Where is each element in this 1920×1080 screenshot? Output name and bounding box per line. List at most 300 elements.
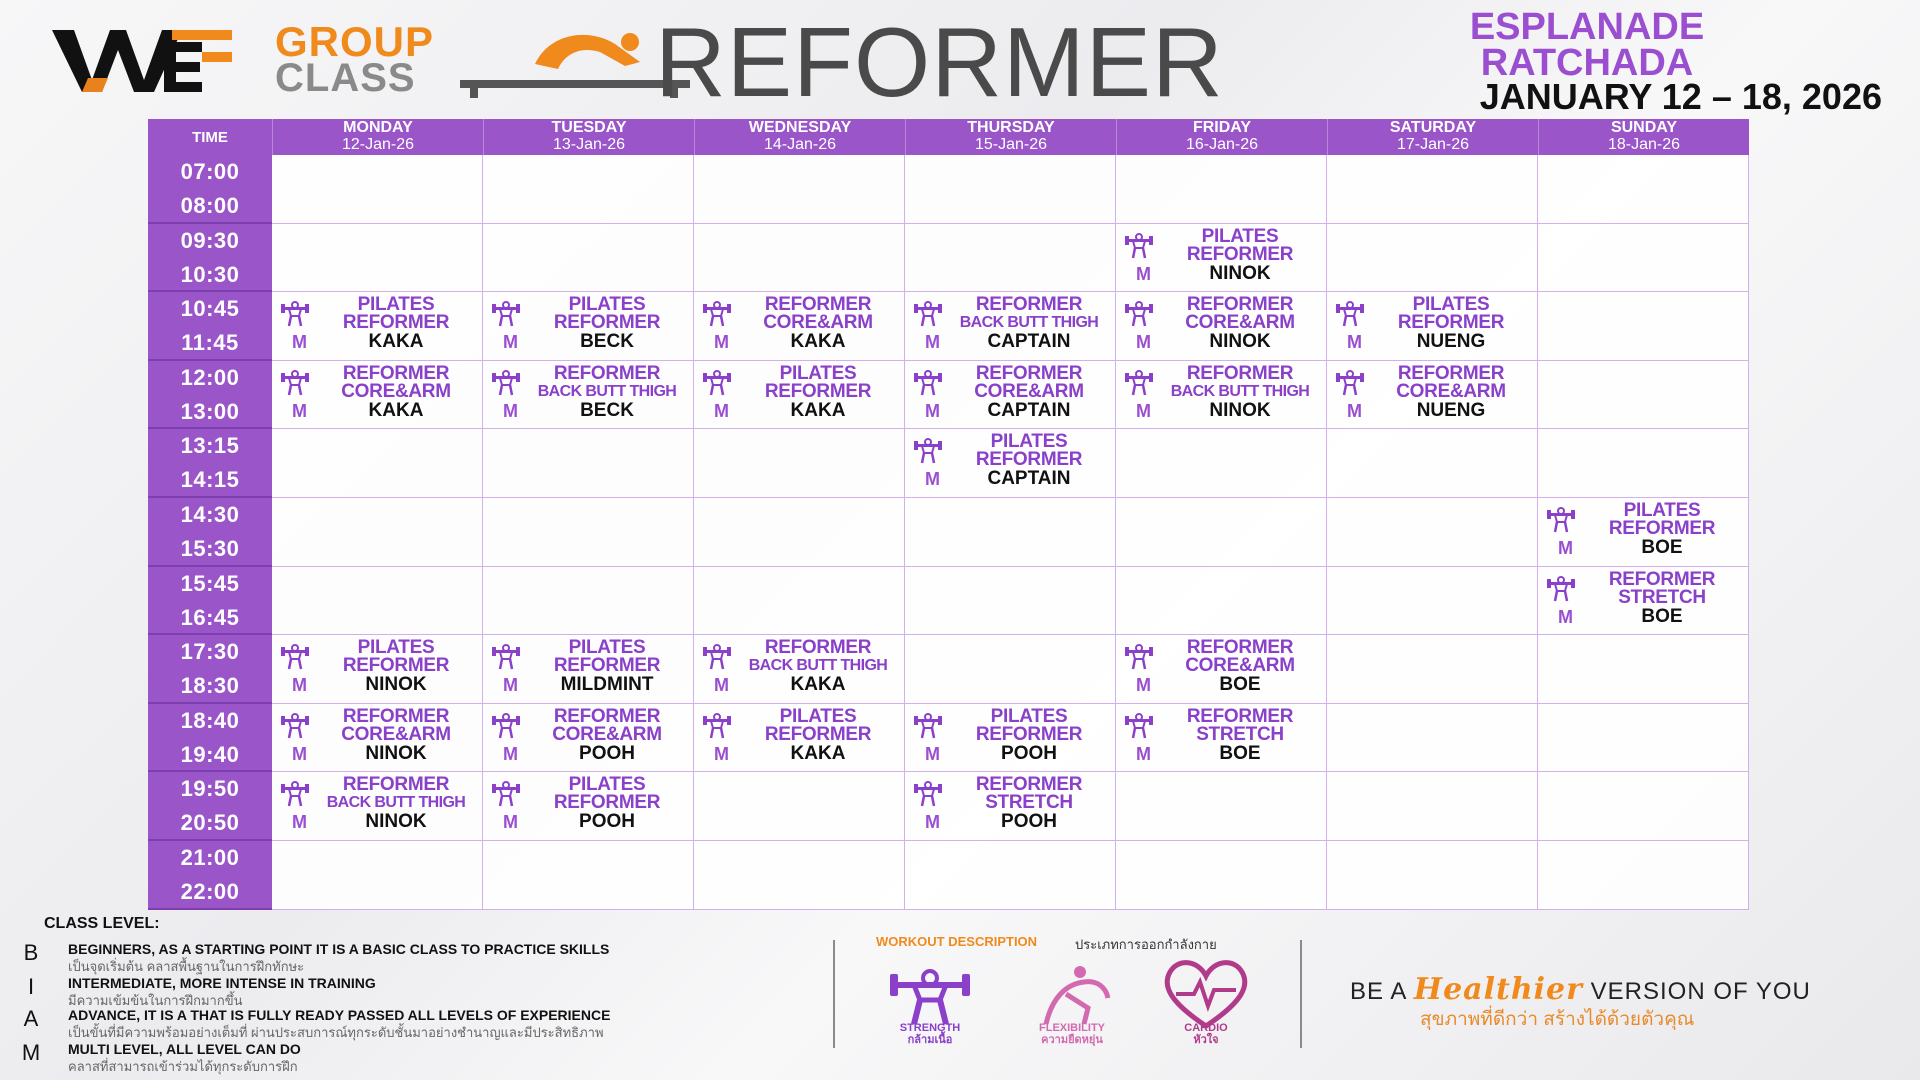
schedule-cell [1327,155,1538,224]
class-coach: BOE [1641,537,1683,558]
day-date: 12-Jan-26 [341,136,415,153]
day-date: 13-Jan-26 [552,136,626,153]
schedule-cell [1327,567,1538,636]
day-name: FRIDAY [1192,119,1252,136]
venue-line2: RATCHADA [1480,42,1694,84]
venue-line1: ESPLANADE [1469,6,1705,48]
class-coach: NUENG [1416,399,1486,421]
strength-icon [1546,573,1576,603]
schedule-cell [1538,155,1749,224]
strength-icon [702,710,732,740]
class-name-line2: CORE&ARM [341,380,451,402]
schedule-cell [905,772,1116,841]
class-name-line1: REFORMER [1186,362,1294,384]
time-slot [148,841,272,910]
time-end: 15:30 [180,536,240,561]
class-name-line2: BACK BUTT THIGH [326,794,466,812]
schedule-cell [905,292,1116,361]
class-entry[interactable] [1327,361,1537,429]
class-name-line2: REFORMER [342,312,450,334]
class-coach: NINOK [1209,262,1271,284]
class-entry[interactable] [272,292,482,360]
schedule-cell [1327,635,1538,704]
day-name: TUESDAY [551,119,627,136]
schedule-cell [272,498,483,567]
class-entry[interactable] [1116,292,1326,360]
schedule-cell [272,224,483,293]
level-description-th: คลาสที่สามารถเข้าร่วมได้ทุกระดับการฝึก [68,1059,298,1074]
time-start: 19:50 [180,776,240,802]
class-name-line2: REFORMER [1186,243,1294,265]
class-name-line1: PILATES [1412,294,1490,316]
class-entry[interactable] [905,704,1115,772]
class-entry[interactable] [1116,224,1326,292]
time-slot [148,429,272,498]
schedule-cell [694,841,905,910]
workout-description-title-th: ประเภทการออกกำลังกาย [1075,937,1217,952]
class-level: M [1136,400,1151,421]
class-level: M [1558,606,1573,627]
schedule-cell [1116,361,1327,430]
time-end: 14:15 [180,467,240,493]
class-name-line1: PILATES [990,431,1068,453]
class-name-line2: CORE&ARM [1185,312,1295,334]
class-level: M [503,812,518,833]
schedule-cell [1116,635,1327,704]
class-entry[interactable] [1538,498,1748,566]
strength-icon [491,367,521,397]
class-level: M [1558,538,1573,558]
class-name-line2: CORE&ARM [552,723,662,745]
schedule-cell [1116,292,1327,361]
schedule-cell [1538,772,1749,841]
class-name-line2: BACK BUTT THIGH [1170,382,1310,400]
strength-icon [1124,230,1154,260]
schedule-cell [483,155,694,224]
level-description: BEGINNERS, AS A STARTING POINT IT IS A BASIC CLASS TO PRACTICE SKILLS [68,941,610,957]
class-name-line1: PILATES [568,294,646,316]
class-level: M [1347,332,1362,353]
day-name: MONDAY [343,119,413,136]
class-entry[interactable] [272,772,482,840]
class-name-line2: CORE&ARM [1396,380,1506,402]
cardio-icon [1160,958,1252,1030]
schedule-cell [694,361,905,430]
class-name-line2: REFORMER [553,655,661,677]
class-name-line2: REFORMER [975,449,1083,471]
class-coach: MILDMINT [560,674,654,696]
class-entry[interactable] [905,361,1115,429]
class-name-line2: REFORMER [975,723,1083,745]
strength-icon [913,710,943,740]
level-letter: I [27,974,35,999]
day-date: 16-Jan-26 [1185,136,1259,153]
class-level: M [925,469,940,490]
class-name-line1: PILATES [357,294,435,316]
workout-label-en: STRENGTH [899,1022,961,1034]
class-coach: CAPTAIN [987,468,1071,490]
workout-label [1146,1022,1266,1046]
class-entry[interactable] [694,635,904,703]
schedule-cell [1116,429,1327,498]
workout-label-th: กล้ามเนื้อ [907,1034,953,1046]
workout-label-th: หัวใจ [1193,1034,1219,1046]
schedule-cell [272,292,483,361]
class-level-title: CLASS LEVEL: [44,915,160,932]
class-entry[interactable] [1116,704,1326,772]
time-start: 18:40 [180,707,240,733]
day-header-tuesday [483,119,694,155]
time-slot [148,498,272,567]
schedule-cell [272,155,483,224]
time-start: 17:30 [180,639,240,665]
class-name-line2: CORE&ARM [763,312,873,334]
strength-icon [280,641,310,671]
schedule-cell [905,498,1116,567]
strength-icon [1124,298,1154,328]
class-coach: KAKA [368,331,424,353]
schedule-cell [694,704,905,773]
class-name-line1: PILATES [779,705,857,727]
day-header-thursday [905,119,1116,155]
schedule-cell [1116,704,1327,773]
level-description-th: เป็นขั้นที่มีความพร้อมอย่างเต็มที่ ผ่านประสบการณ์ทุกระดับชั้นมาอย่างชำนาญและมีประสิทธิภาพ [68,1025,604,1040]
time-start: 15:45 [180,570,240,596]
schedule-cell [1116,772,1327,841]
class-coach: KAKA [368,399,424,421]
time-slot [148,772,272,841]
strength-icon [913,298,943,328]
class-entry[interactable] [694,704,904,772]
time-start: 09:30 [180,227,240,253]
workout-label [1012,1022,1132,1046]
day-header-monday [272,119,483,155]
class-name-line2: REFORMER [764,723,872,745]
schedule-cell [1327,429,1538,498]
class-entry[interactable] [905,429,1115,497]
class-name-line1: PILATES [779,362,857,384]
time-end: 22:00 [180,879,240,904]
schedule-cell [1327,224,1538,293]
class-level: M [503,332,518,353]
time-end: 10:30 [180,261,240,287]
class-level: M [1136,263,1151,284]
class-level: M [292,400,307,421]
class-coach: BOE [1219,742,1261,764]
class-name-line1: REFORMER [553,362,661,384]
class-entry[interactable] [1116,361,1326,429]
class-name-line1: REFORMER [975,362,1083,384]
class-level: M [925,743,940,764]
class-entry[interactable] [905,772,1115,840]
schedule-cell [1327,704,1538,773]
class-name-line1: PILATES [1201,225,1279,247]
schedule-cell [1538,361,1749,430]
class-name-line1: PILATES [990,705,1068,727]
schedule-cell [1327,361,1538,430]
day-date: 14-Jan-26 [763,136,837,153]
day-name: WEDNESDAY [748,119,852,136]
day-name: SATURDAY [1389,119,1477,136]
strength-icon [491,710,521,740]
class-level: M [292,743,307,764]
day-name: THURSDAY [967,119,1055,136]
day-name: SUNDAY [1610,119,1678,136]
day-date: 17-Jan-26 [1396,136,1470,153]
day-header-saturday [1327,119,1538,155]
strength-icon [280,367,310,397]
class-entry[interactable] [1327,292,1537,360]
schedule-cell [694,292,905,361]
class-coach: CAPTAIN [987,399,1071,421]
time-start: 13:15 [180,433,240,459]
divider [833,940,835,1048]
time-start: 12:00 [180,364,240,390]
strength-icon [491,778,521,808]
class-entry[interactable] [905,292,1115,360]
workout-label-en: FLEXIBILITY [1039,1022,1105,1034]
class-coach: POOH [1001,811,1057,833]
class-coach: KAKA [790,331,846,353]
time-header: TIME [148,119,272,155]
class-coach: KAKA [790,742,846,764]
schedule-cell [905,224,1116,293]
class-level: M [925,812,940,833]
class-entry[interactable] [694,292,904,360]
schedule-cell [694,635,905,704]
class-coach: BECK [580,331,634,353]
schedule-cell [272,429,483,498]
schedule-cell [1538,635,1749,704]
class-coach: POOH [579,742,635,764]
time-slot [148,155,272,224]
schedule-cell [905,567,1116,636]
schedule-cell [272,704,483,773]
class-name-line2: REFORMER [764,380,872,402]
class-level: M [925,400,940,421]
level-description-th: มีความเข้มข้นในการฝึกมากขึ้น [68,993,243,1008]
time-start: 07:00 [180,159,240,184]
we-logo [52,22,252,94]
schedule-cell [483,361,694,430]
schedule-cell [1116,841,1327,910]
slogan-th: สุขภาพที่ดีกว่า สร้างได้ด้วยตัวคุณ [1420,1009,1695,1030]
schedule-cell [483,498,694,567]
class-entry[interactable] [694,361,904,429]
schedule-grid [148,119,1750,910]
schedule-cell [483,635,694,704]
logo-reformer-text: REFORMER [655,7,1224,117]
class-name-line2: CORE&ARM [341,723,451,745]
class-name-line1: REFORMER [1186,637,1294,659]
strength-icon [1124,367,1154,397]
workout-label [870,1022,990,1046]
class-coach: BOE [1219,674,1261,696]
class-entry[interactable] [483,704,693,772]
workout-label-th: ความยืดหยุ่น [1041,1034,1103,1046]
class-coach: NINOK [1209,399,1271,421]
level-letter: A [23,1006,39,1031]
class-coach: KAKA [790,399,846,421]
strength-icon [913,778,943,808]
class-entry[interactable] [483,772,693,840]
class-coach: NINOK [365,674,427,696]
schedule-cell [1538,841,1749,910]
class-name-line2: BACK BUTT THIGH [748,657,888,675]
schedule-cell [1538,704,1749,773]
strength-icon [913,367,943,397]
schedule-dates: JANUARY 12 – 18, 2026 [1479,76,1882,117]
schedule-cell [1116,224,1327,293]
class-level: M [503,675,518,696]
schedule-cell [272,635,483,704]
slogan-post: VERSION OF YOU [1590,978,1811,1005]
time-slot [148,704,272,773]
class-level: M [714,400,729,421]
strength-icon [1124,641,1154,671]
class-name-line2: REFORMER [342,655,450,677]
class-entry[interactable] [272,704,482,772]
class-level: M [1347,400,1362,421]
strength-icon [884,958,976,1030]
schedule-cell [694,155,905,224]
class-level: M [292,332,307,353]
strength-icon [491,298,521,328]
schedule-cell [1116,567,1327,636]
time-end: 20:50 [180,810,240,836]
schedule-cell [905,704,1116,773]
divider [1300,940,1302,1048]
strength-icon [1335,298,1365,328]
day-header-friday [1116,119,1327,155]
class-name-line2: REFORMER [553,792,661,814]
class-name-line2: STRETCH [985,792,1073,814]
class-name-line1: PILATES [568,637,646,659]
class-name-line1: REFORMER [975,774,1083,796]
class-name-line2: REFORMER [1608,518,1716,539]
class-name-line1: REFORMER [1186,294,1294,316]
class-entry[interactable] [483,361,693,429]
class-level: M [503,400,518,421]
time-start: 14:30 [180,502,240,527]
schedule-cell [1327,498,1538,567]
class-name-line2: REFORMER [553,312,661,334]
time-end: 19:40 [180,741,240,767]
class-level: M [714,332,729,353]
class-entry[interactable] [483,635,693,703]
class-entry[interactable] [483,292,693,360]
class-name-line2: BACK BUTT THIGH [537,382,677,400]
time-slot [148,361,272,430]
strength-icon [280,778,310,808]
workout-label-en: CARDIO [1184,1022,1228,1034]
class-name-line1: PILATES [568,774,646,796]
schedule-cell [272,567,483,636]
class-entry[interactable] [272,361,482,429]
time-start: 21:00 [180,845,240,870]
level-description: MULTI LEVEL, ALL LEVEL CAN DO [68,1041,301,1057]
schedule-cell [905,635,1116,704]
schedule-cell [694,772,905,841]
slogan-highlight: Healthier [1413,972,1583,1007]
logo-group-text: GROUP [275,18,435,65]
workout-description-title: WORKOUT DESCRIPTION [876,934,1038,949]
schedule-cell [1116,155,1327,224]
schedule-cell [483,429,694,498]
class-name-line2: CORE&ARM [1185,655,1295,677]
class-name-line1: REFORMER [342,705,450,727]
schedule-cell [272,841,483,910]
time-end: 16:45 [180,604,240,630]
strength-icon [280,298,310,328]
class-entry[interactable] [272,635,482,703]
class-coach: NINOK [365,811,427,833]
class-coach: POOH [579,811,635,833]
strength-icon [702,298,732,328]
schedule-cell [905,429,1116,498]
time-start: 10:45 [180,296,240,322]
class-entry[interactable] [1116,635,1326,703]
class-level: M [503,743,518,764]
class-name-line1: REFORMER [1186,705,1294,727]
strength-icon [913,435,943,465]
class-name-line1: REFORMER [342,362,450,384]
flexibility-icon [1026,958,1118,1030]
time-slot [148,567,272,636]
schedule-cell [272,361,483,430]
strength-icon [702,367,732,397]
schedule-cell [905,155,1116,224]
slogan-pre: BE A [1350,978,1407,1005]
time-slot [148,224,272,293]
class-coach: CAPTAIN [987,331,1071,353]
class-name-line2: STRETCH [1196,723,1284,745]
class-coach: NINOK [1209,331,1271,353]
time-end: 11:45 [181,330,239,356]
class-name-line1: PILATES [1623,500,1701,521]
schedule-cell [483,704,694,773]
class-level: M [714,675,729,696]
class-coach: POOH [1001,742,1057,764]
schedule-cell [1327,841,1538,910]
class-coach: KAKA [790,674,846,696]
class-name-line1: REFORMER [764,637,872,659]
level-letter: M [21,1040,41,1065]
schedule-cell [1116,498,1327,567]
schedule-cell [483,772,694,841]
class-name-line1: REFORMER [975,294,1083,316]
schedule-cell [1538,567,1749,636]
time-end: 08:00 [180,193,240,218]
schedule-cell [1538,224,1749,293]
class-coach: NINOK [365,742,427,764]
level-letter: B [23,940,39,965]
schedule-cell [905,361,1116,430]
schedule-cell [483,292,694,361]
schedule-cell [483,224,694,293]
time-slot [148,292,272,361]
strength-icon [1546,504,1576,534]
schedule-cell [483,567,694,636]
strength-icon [702,641,732,671]
class-entry[interactable] [1538,567,1748,635]
time-end: 18:30 [180,673,240,699]
schedule-cell [694,567,905,636]
class-name-line2: BACK BUTT THIGH [959,314,1099,332]
schedule-cell [1538,292,1749,361]
schedule-cell [905,841,1116,910]
level-description: INTERMEDIATE, MORE INTENSE IN TRAINING [68,975,376,991]
